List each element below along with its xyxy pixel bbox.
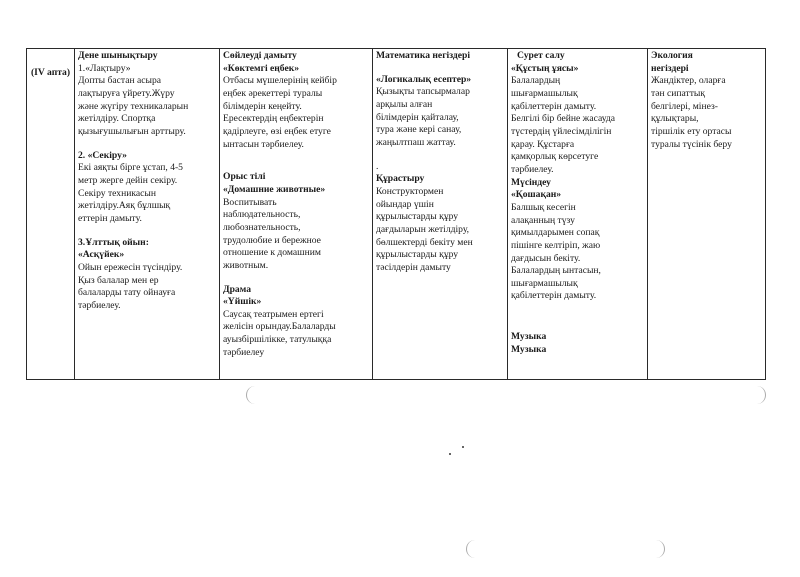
russian-line: наблюдательность, <box>223 209 301 221</box>
math-line: білімдерін қайталау, <box>376 111 459 123</box>
drawing-line: қабілеттерін дамыту. <box>511 100 597 112</box>
math-line: тура және кері санау, <box>376 124 462 136</box>
week-row <box>27 49 766 380</box>
ecology-line: Жандіктер, оларға <box>651 75 726 87</box>
pe-line: жетілдіру.Аяқ бұлшық <box>78 200 171 212</box>
week-cell <box>27 49 75 380</box>
construction-line: Конструктормен <box>376 185 444 197</box>
modelling-line: пішінге келтіріп, жаю <box>511 239 601 251</box>
drawing-title: Сурет салу <box>517 50 565 61</box>
math-line: арқылы алған <box>376 98 433 110</box>
russian-title: Орыс тілі <box>223 171 266 183</box>
drawing-line: қарау. Құстарға <box>511 138 575 150</box>
construction-line: бөлшектерді бекіту мен <box>376 236 473 248</box>
drawing-line: шығармашылық <box>511 87 578 99</box>
russian-subtitle: «Домашние животные» <box>223 183 326 195</box>
construction-line: дағдыларын жетілдіру, <box>376 223 470 235</box>
scan-dot <box>449 453 451 455</box>
ecology-line: белгілері, мінез- <box>651 100 718 112</box>
construction-line: құрылыстарды құру <box>376 211 459 223</box>
math-cell <box>373 49 508 380</box>
speech-subtitle: «Көктемгі еңбек» <box>223 62 300 74</box>
modelling-line: қабілеттерін дамыту. <box>511 290 597 302</box>
drawing-cell <box>508 49 648 380</box>
pe-line: жетілдіру. Спортқа <box>78 113 156 125</box>
speech-title: Сөйлеуді дамыту <box>223 50 297 61</box>
pe-line: Секіру техникасын <box>78 187 156 199</box>
scan-mark <box>466 540 475 558</box>
pe-line: метр жерге дейін секіру. <box>78 174 178 186</box>
pe-line: Қыз балалар мен ер <box>78 274 159 286</box>
speech-line: Ересектердің еңбектерін <box>223 113 324 125</box>
modelling-line: алақанның түзу <box>511 214 575 226</box>
construction-line: тәсілдерін дамыту <box>376 261 451 273</box>
ecology-title: негіздері <box>651 62 689 74</box>
russian-line: любознательность, <box>223 221 301 233</box>
drawing-line: түстердің үйлесімділігін <box>511 125 612 137</box>
construction-line: құрылыстарды құру <box>376 249 459 261</box>
modelling-subtitle: «Қошақан» <box>511 189 562 201</box>
music-title: Музыка <box>511 343 547 355</box>
russian-line: трудолюбие и бережное <box>223 234 321 246</box>
modelling-line: Балалардың ынтасын, <box>511 265 601 277</box>
drama-title: Драма <box>223 283 251 295</box>
week-label: (IV апта) <box>30 67 71 78</box>
pe-line: Допты бастан асыра <box>78 75 162 87</box>
pe-subtitle: 3.Ұлттық ойын: <box>78 236 149 248</box>
math-line: Қызықты тапсырмалар <box>376 86 470 98</box>
pe-title: Дене шынықтыру <box>78 50 158 61</box>
pe-line: Екі аяқты бірге ұстап, 4-5 <box>78 162 183 174</box>
math-line: жаңылтпаш жаттау. <box>376 136 456 148</box>
drama-subtitle: «Үйшік» <box>223 296 262 308</box>
drama-line: Саусақ театрымен ертегі <box>223 308 324 320</box>
pe-line: Ойын ережесін түсіндіру. <box>78 261 183 273</box>
construction-line: ойындар үшін <box>376 198 434 210</box>
pe-line: тәрбиелеу. <box>78 299 121 311</box>
speech-line: ынтасын тәрбиелеу. <box>223 138 304 150</box>
modelling-line: қимылдарымен сопақ <box>511 227 600 239</box>
ecology-line: тіршілік ету ортасы <box>651 125 732 137</box>
pe-line: лақтыруға үйрету.Жүру <box>78 87 175 99</box>
ecology-line: тән сипаттық <box>651 87 706 99</box>
russian-line: отношение к домашним <box>223 247 321 259</box>
modelling-line: шығармашылық <box>511 277 578 289</box>
russian-line: животным. <box>223 259 269 271</box>
pe-subtitle: 2. «Секіру» <box>78 149 127 161</box>
scan-mark <box>757 386 766 404</box>
physical-education-cell <box>75 49 220 380</box>
drama-line: желісін орындау.Балаларды <box>223 321 336 333</box>
pe-line: 1.«Лақтыру» <box>78 62 131 74</box>
ecology-line: құлықтары, <box>651 113 699 125</box>
pe-line: қызығушылығын арттыру. <box>78 125 186 137</box>
ecology-line: туралы түсінік беру <box>651 138 732 150</box>
modelling-line: дағдысын бекіту. <box>511 252 581 264</box>
math-title: Математика негіздері <box>376 50 471 61</box>
pe-line: еттерін дамыту. <box>78 212 142 224</box>
drawing-line: қамқорлық көрсетуге <box>511 151 599 163</box>
pe-line: және жүгіру техникаларын <box>78 100 189 112</box>
pe-line: балаларды тату ойнауға <box>78 287 176 299</box>
speech-development-cell <box>220 49 373 380</box>
speech-line: білімдерін кеңейту. <box>223 100 302 112</box>
scan-mark <box>656 540 665 558</box>
pe-subtitle: «Асқүйек» <box>78 249 125 261</box>
lesson-plan-table <box>26 48 766 380</box>
scan-dot <box>462 446 464 448</box>
math-subtitle: «Логикалық есептер» <box>376 73 472 85</box>
drawing-line: Белгілі бір бейне жасауда <box>511 113 616 125</box>
drawing-line: тәрбиелеу. <box>511 163 554 175</box>
music-title: Музыка <box>511 331 547 343</box>
drama-line: ауызбіршілікке, татулыққа <box>223 334 332 346</box>
drawing-line: Балалардың <box>511 75 561 87</box>
drama-line: тәрбиелеу <box>223 346 265 358</box>
math-dot: . <box>376 160 379 172</box>
speech-line: еңбек әрекеттері туралы <box>223 87 323 99</box>
construction-title: Құрастыру <box>376 173 425 185</box>
speech-line: Отбасы мүшелерінің кейбір <box>223 75 337 87</box>
speech-line: қадірлеуге, өзі еңбек етуге <box>223 125 331 137</box>
ecology-cell <box>648 49 766 380</box>
ecology-title: Экология <box>651 50 693 61</box>
modelling-line: Балшық кесегін <box>511 201 576 213</box>
russian-line: Воспитывать <box>223 196 277 208</box>
drawing-subtitle: «Құстың ұясы» <box>511 62 579 74</box>
scan-mark <box>246 386 255 404</box>
modelling-title: Мүсіндеу <box>511 176 551 188</box>
